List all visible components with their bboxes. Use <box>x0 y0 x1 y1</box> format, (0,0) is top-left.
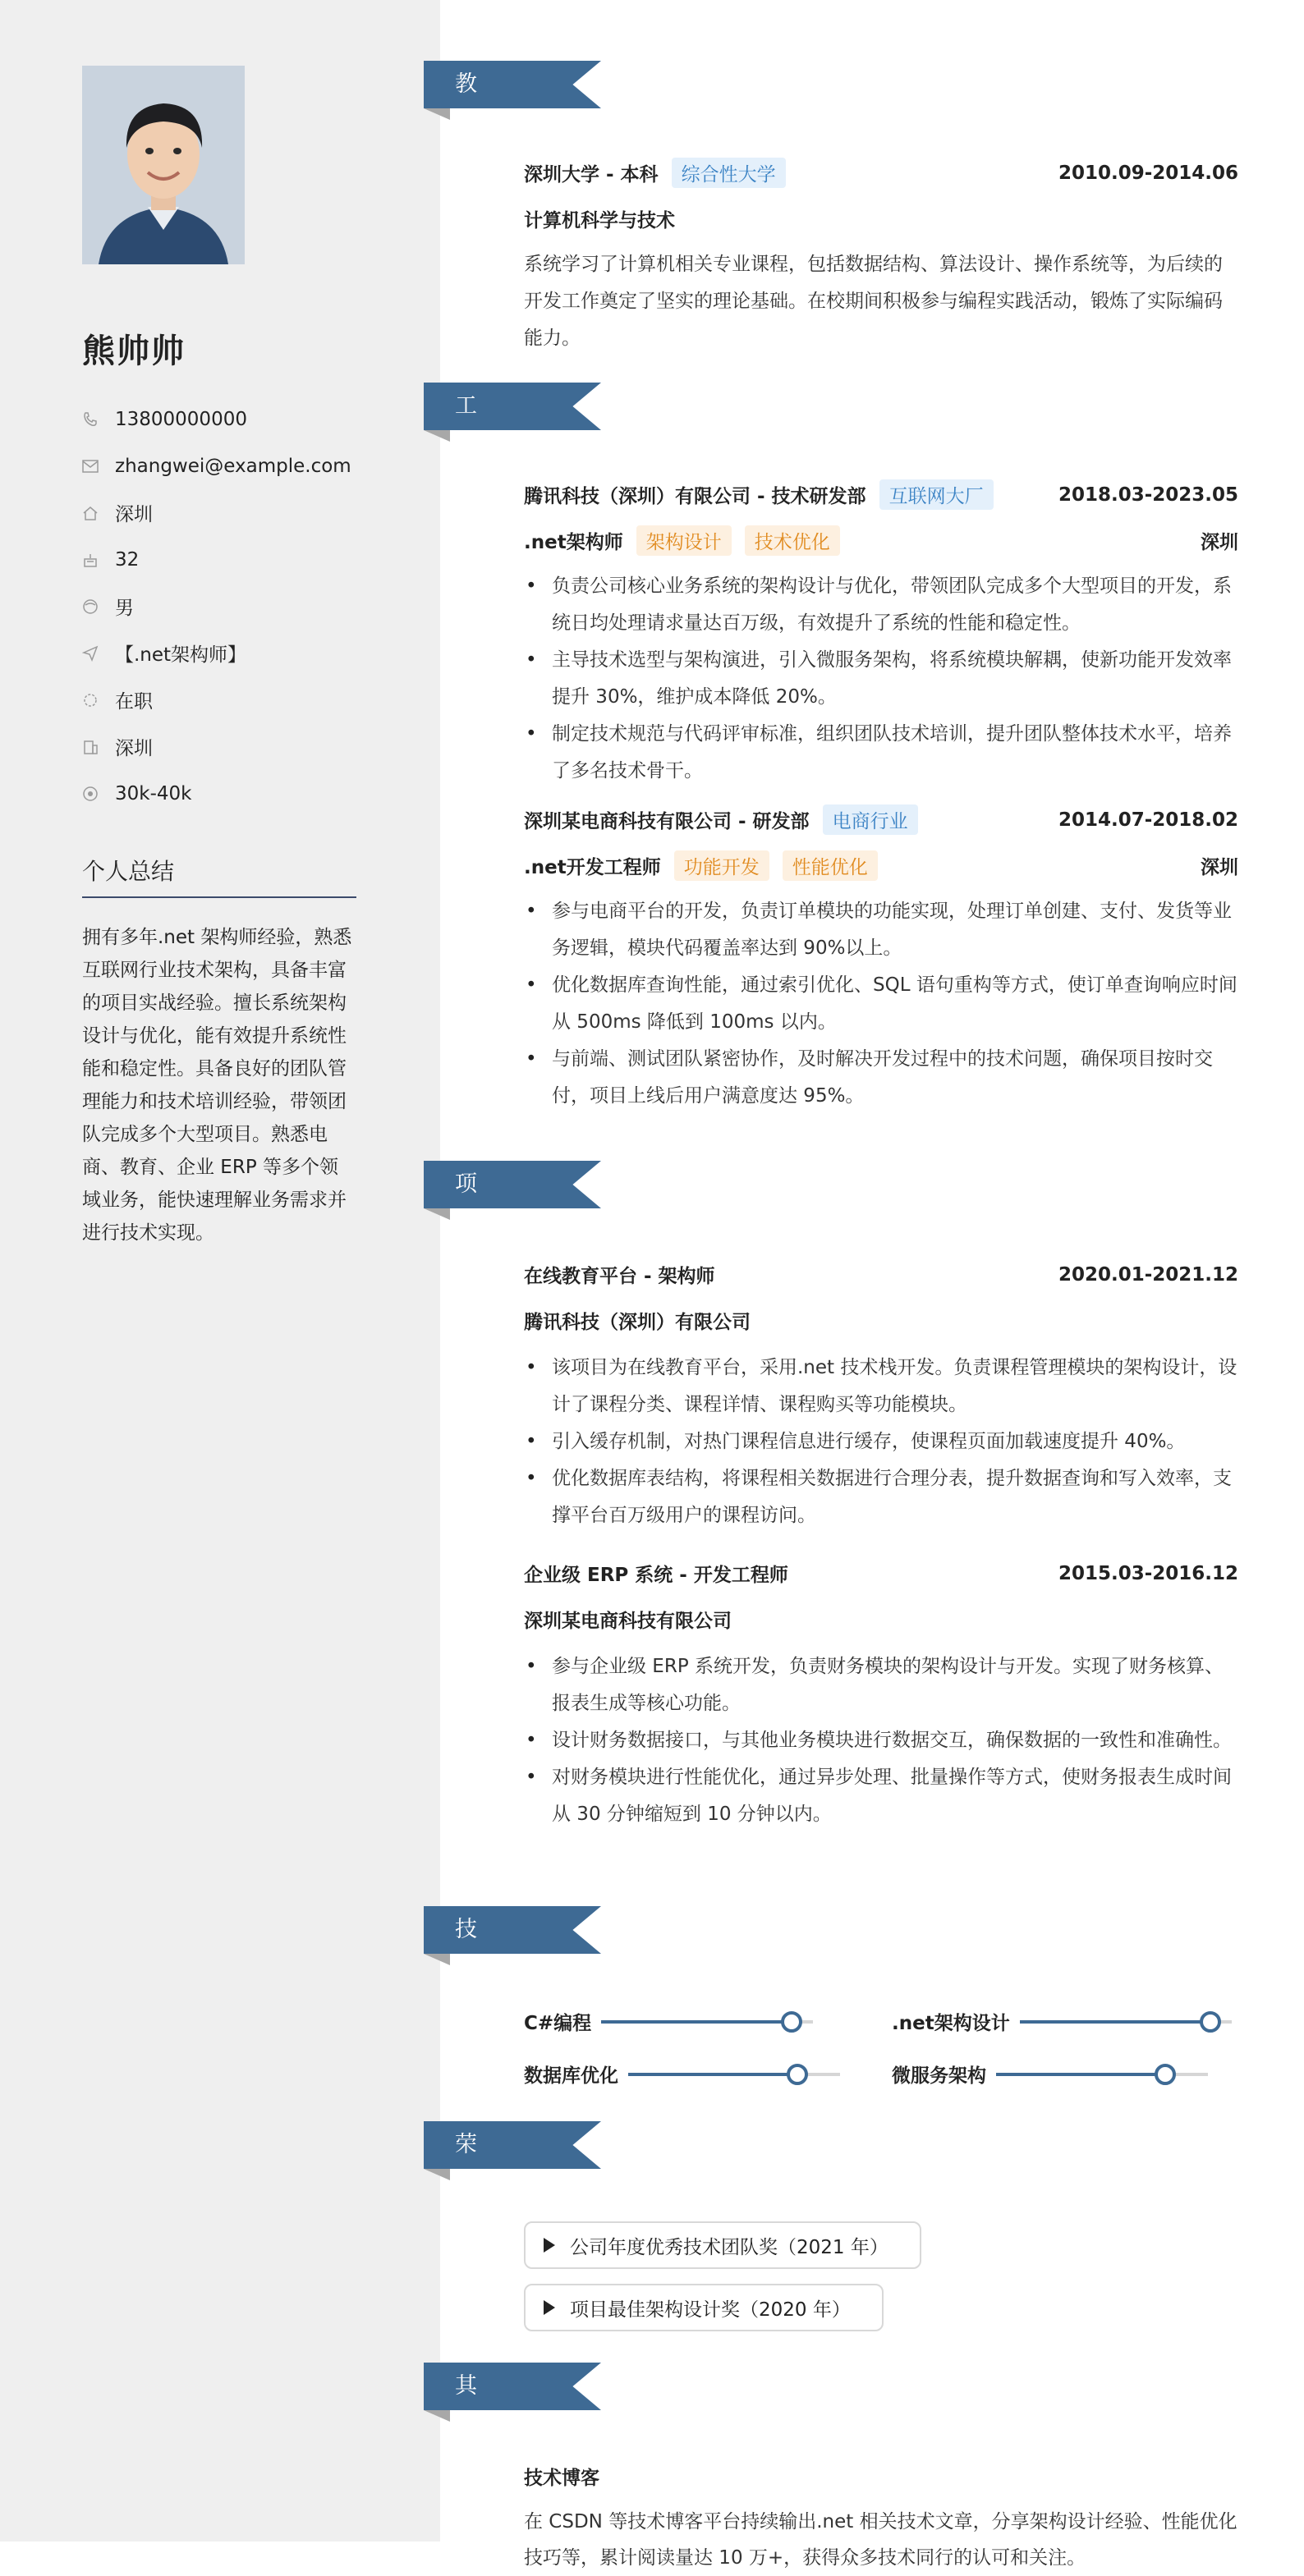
project-date: 2015.03-2016.12 <box>1058 1562 1238 1584</box>
job-city: 深圳 <box>1201 532 1238 553</box>
list-item: • 负责公司核心业务系统的架构设计与优化，带领团队完成多个大型项目的开发，系统日均处理请求量达百万级，有效提升了系统的性能和稳定性。 <box>524 568 1238 642</box>
avatar <box>82 66 245 264</box>
summary-text: 拥有多年.net 架构师经验，熟悉互联网行业技术架构，具备丰富的项目实战经验。擅长系统架构设计与优化，能有效提升系统性能和稳定性。具备良好的团队管理能力和技术培训经验，带领团队完成多个大型项目。熟悉电商、教育、企业 ERP 等多个领域业务，能快速理解业务需求并进行技术实现。 <box>82 927 352 1244</box>
skill-item <box>892 2008 1232 2035</box>
summary-title: 个人总结 <box>82 858 175 885</box>
send-icon <box>82 644 115 663</box>
project-bullets <box>524 1350 1238 1534</box>
list-item: • 优化数据库表结构，将课程相关数据进行合理分表，提升数据查询和写入效率，支撑平台百万级用户的课程访问。 <box>524 1460 1238 1534</box>
gender-icon <box>82 597 115 616</box>
job-bullets <box>524 568 1238 790</box>
skill-item <box>524 2060 840 2088</box>
age-row <box>82 536 351 583</box>
job-tag: 电商行业 <box>823 804 918 835</box>
skill-bar <box>601 2020 813 2024</box>
project-date: 2020.01-2021.12 <box>1058 1263 1238 1286</box>
job-bullets <box>524 893 1238 1115</box>
list-item: • 优化数据库查询性能，通过索引优化、SQL 语句重构等方式，使订单查询响应时间从 500ms 降低到 100ms 以内。 <box>524 967 1238 1041</box>
other-text: 在 CSDN 等技术博客平台持续输出.net 相关技术文章，分享架构设计经验、性能优化技巧等，累计阅读量达 10 万+，获得众多技术同行的认可和关注。 <box>524 2511 1237 2569</box>
play-icon <box>544 2238 555 2253</box>
skill-fill <box>996 2073 1165 2076</box>
major: 计算机科学与技术 <box>524 210 675 231</box>
salary-text: 30k-40k <box>115 782 192 804</box>
section-title: 其他信息 <box>455 2373 477 2542</box>
phone-row <box>82 396 351 442</box>
title-text: 【.net架构师】 <box>115 644 247 666</box>
skill-bar <box>996 2073 1208 2076</box>
job-date: 2014.07-2018.02 <box>1058 809 1238 831</box>
job-role: .net架构师 <box>524 532 623 553</box>
project-company: 深圳某电商科技有限公司 <box>524 1611 732 1632</box>
education-row <box>524 158 1238 188</box>
skill-knob <box>781 2011 802 2033</box>
list-item: • 与前端、测试团队紧密协作，及时解决开发过程中的技术问题，确保项目按时交付，项目上线后用户满意度达 95%。 <box>524 1041 1238 1115</box>
project-company-row <box>524 1606 1238 1633</box>
list-item: • 参与电商平台的开发，负责订单模块的功能实现，处理订单创建、支付、发货等业务逻辑，模块代码覆盖率达到 90%以上。 <box>524 893 1238 967</box>
title-row <box>82 630 351 676</box>
status-icon <box>82 690 115 710</box>
award-item <box>524 2284 884 2331</box>
school-tag: 综合性大学 <box>672 158 786 188</box>
gender-row <box>82 583 351 630</box>
project-company-row <box>524 1307 1238 1334</box>
project-name: 企业级 ERP 系统 - 开发工程师 <box>524 1565 788 1586</box>
skill-fill <box>628 2073 797 2076</box>
award-text: 项目最佳架构设计奖（2020 年） <box>570 2299 851 2321</box>
contact-info <box>82 396 351 817</box>
education-desc: 系统学习了计算机相关专业课程，包括数据结构、算法设计、操作系统等，为后续的开发工作奠定了坚实的理论基础。在校期间积极参与编程实践活动，锻炼了实际编码能力。 <box>524 254 1223 349</box>
location-row <box>82 489 351 536</box>
email-row <box>82 442 351 489</box>
mail-icon <box>82 456 115 476</box>
location-text: 深圳 <box>115 504 153 525</box>
city-text: 深圳 <box>115 738 153 759</box>
skill-tag: 性能优化 <box>783 850 878 881</box>
education-date: 2010.09-2014.06 <box>1058 162 1238 184</box>
other-title-row <box>524 2463 1238 2490</box>
job-role-row <box>524 850 1238 881</box>
list-item: • 主导技术选型与架构演进，引入微服务架构，将系统模块解耦，使新功能开发效率提升 30%，维护成本降低 20%。 <box>524 642 1238 716</box>
skill-name: 微服务架构 <box>892 2065 986 2087</box>
play-icon <box>544 2300 555 2315</box>
skill-bar <box>1020 2020 1232 2024</box>
list-item: • 引入缓存机制，对热门课程信息进行缓存，使课程页面加载速度提升 40%。 <box>524 1423 1238 1460</box>
job-city: 深圳 <box>1201 857 1238 878</box>
status-text: 在职 <box>115 691 153 713</box>
section-title: 教育经历 <box>455 71 477 240</box>
skill-knob <box>1200 2011 1221 2033</box>
skill-bar <box>628 2073 840 2076</box>
list-item: • 该项目为在线教育平台，采用.net 技术栈开发。负责课程管理模块的架构设计，设计了课程分类、课程详情、课程购买等功能模块。 <box>524 1350 1238 1423</box>
award-text: 公司年度优秀技术团队奖（2021 年） <box>570 2236 888 2258</box>
job-row <box>524 804 1238 835</box>
skill-fill <box>601 2020 792 2024</box>
skill-name: C#编程 <box>524 2013 592 2034</box>
project-name: 在线教育平台 - 架构师 <box>524 1266 715 1287</box>
job-date: 2018.03-2023.05 <box>1058 484 1238 506</box>
salary-icon <box>82 784 115 804</box>
section-title: 工作经历 <box>455 393 477 561</box>
list-item: • 对财务模块进行性能优化，通过异步处理、批量操作等方式，使财务报表生成时间从 30 分钟缩短到 10 分钟以内。 <box>524 1759 1238 1833</box>
job-tag: 互联网大厂 <box>879 479 994 510</box>
avatar-portrait-icon <box>82 66 245 264</box>
status-row <box>82 676 351 723</box>
job-company: 深圳某电商科技有限公司 - 研发部 <box>524 811 810 832</box>
job-row <box>524 479 1238 510</box>
skill-item <box>524 2008 813 2035</box>
other-title: 技术博客 <box>524 2468 599 2489</box>
age-text: 32 <box>115 548 140 571</box>
project-bullets <box>524 1648 1238 1833</box>
major-row <box>524 205 1238 232</box>
sidebar <box>0 0 440 2542</box>
skill-knob <box>1155 2064 1176 2085</box>
section-title: 技能专长 <box>455 1917 477 2085</box>
award-item <box>524 2221 921 2269</box>
project-company: 腾讯科技（深圳）有限公司 <box>524 1312 751 1333</box>
skill-tag: 功能开发 <box>674 850 769 881</box>
list-item: • 制定技术规范与代码评审标准，组织团队技术培训，提升团队整体技术水平，培养了多名技术骨干。 <box>524 716 1238 790</box>
cake-icon <box>82 550 115 570</box>
skill-name: .net架构设计 <box>892 2013 1010 2034</box>
list-item: • 参与企业级 ERP 系统开发，负责财务模块的架构设计与开发。实现了财务核算、报表生成等核心功能。 <box>524 1648 1238 1722</box>
candidate-name: 熊帅帅 <box>82 332 186 370</box>
section-title: 荣誉奖项 <box>455 2132 477 2300</box>
skill-tag: 技术优化 <box>745 525 840 556</box>
home-icon <box>82 503 115 523</box>
email-text: zhangwei@example.com <box>115 455 351 477</box>
gender-text: 男 <box>115 598 134 619</box>
section-title: 项目经历 <box>455 1171 477 1340</box>
job-company: 腾讯科技（深圳）有限公司 - 技术研发部 <box>524 486 866 507</box>
city-row <box>82 723 351 770</box>
job-role-row <box>524 525 1238 556</box>
phone-text: 13800000000 <box>115 408 247 430</box>
skill-fill <box>1020 2020 1210 2024</box>
salary-row <box>82 770 351 817</box>
project-row <box>524 1261 1238 1288</box>
project-row <box>524 1560 1238 1587</box>
job-role: .net开发工程师 <box>524 857 661 878</box>
list-item: • 设计财务数据接口，与其他业务模块进行数据交互，确保数据的一致性和准确性。 <box>524 1722 1238 1759</box>
building-icon <box>82 737 115 757</box>
skill-tag: 架构设计 <box>636 525 732 556</box>
skill-item <box>892 2060 1208 2088</box>
skill-knob <box>787 2064 808 2085</box>
school-name: 深圳大学 - 本科 <box>524 164 659 186</box>
summary-divider <box>82 896 356 898</box>
skill-name: 数据库优化 <box>524 2065 618 2087</box>
phone-icon <box>82 410 115 429</box>
